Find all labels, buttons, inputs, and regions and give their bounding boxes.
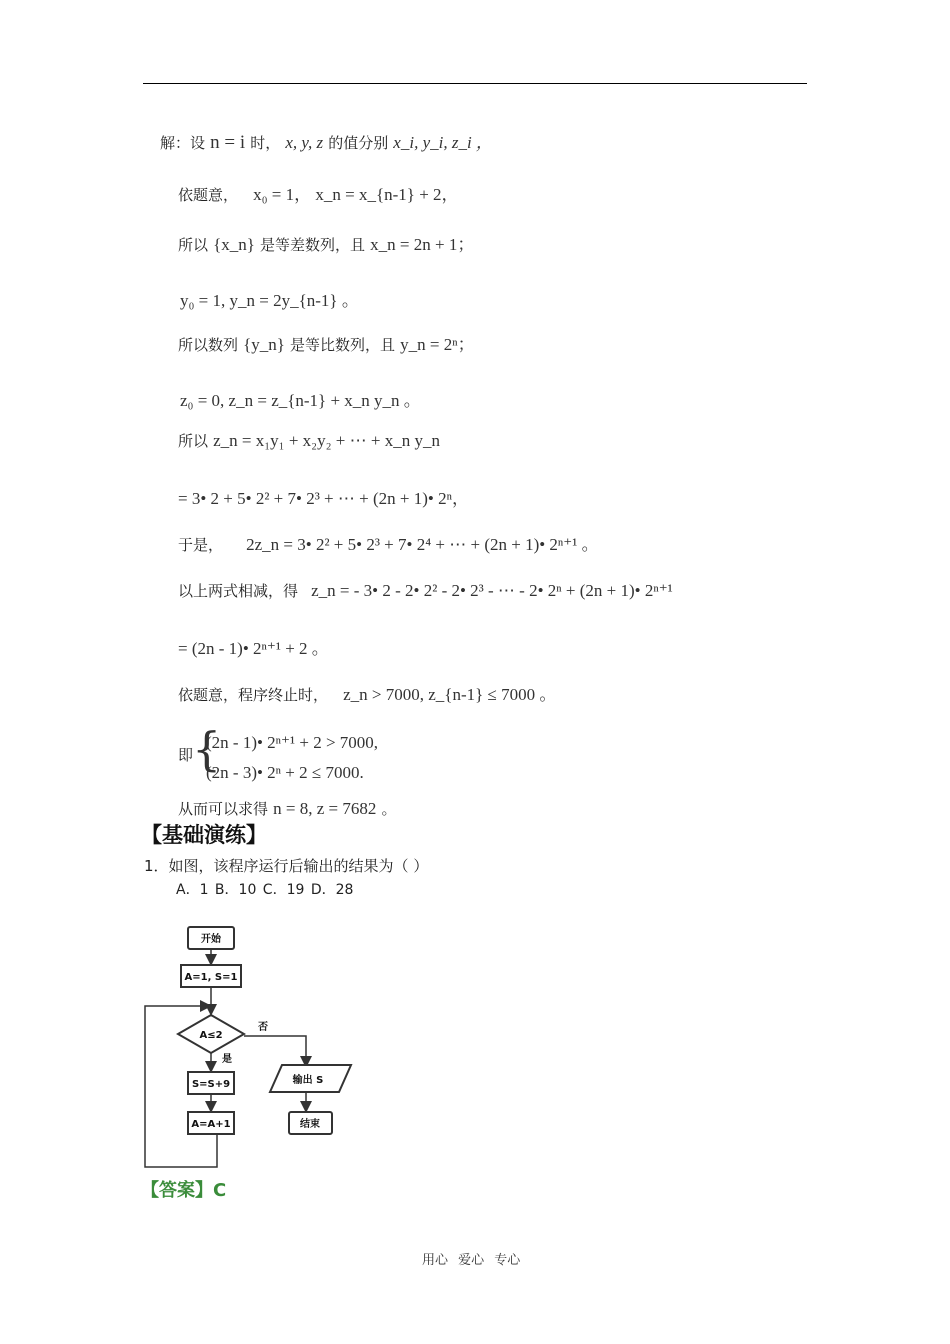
math: x, y, z (285, 133, 324, 152)
footer-text: 用心 爱心 专心 (422, 1253, 521, 1268)
text: 依题意， (178, 186, 239, 204)
flowchart (140, 920, 360, 1172)
math: n = i (210, 132, 246, 153)
section-heading: 【基础演练】 (141, 823, 267, 847)
brace-symbol: { (192, 722, 222, 776)
solution-line-4 (180, 286, 359, 311)
text: 所以 (178, 432, 209, 450)
solution-line-1 (160, 128, 493, 154)
solution-line-6 (180, 386, 421, 411)
text: 。 (381, 800, 397, 818)
no-label: 否 (258, 1022, 268, 1033)
solution-line-2 (178, 180, 459, 205)
solution-line-3 (178, 230, 474, 255)
text: 的值分别 (328, 134, 389, 152)
text: 从而可以求得 (178, 800, 269, 818)
solution-line-7 (178, 430, 440, 451)
solution-line-8 (178, 484, 469, 509)
step2-label: A=A+1 (191, 1119, 231, 1130)
solution-line-5 (178, 330, 475, 355)
output-label: 输出 S (292, 1075, 324, 1086)
math: {x_n} (213, 235, 255, 254)
answer: 【答案】C (141, 1180, 227, 1201)
solution-line-13-label (178, 744, 193, 765)
solution-line-9 (178, 530, 599, 555)
step1-label: S=S+9 (191, 1079, 231, 1090)
math: x_i, y_i, z_i ， (393, 133, 493, 152)
system-line-2 (206, 763, 364, 783)
text: 以上两式相减，得 (178, 582, 299, 600)
math: x₀ = 1， x_n = x_{n-1} + 2， (253, 185, 459, 204)
solution-line-10 (178, 580, 673, 601)
math: y_n = 2ⁿ； (400, 335, 475, 354)
solution-line-11 (178, 634, 329, 659)
solution-line-12 (178, 680, 556, 705)
math: {y_n} (243, 335, 285, 354)
solution-line-14 (178, 798, 396, 819)
math: = (2n - 1)• 2ⁿ⁺¹ + 2 。 (178, 639, 329, 658)
yes-label: 是 (222, 1054, 232, 1065)
header-rule (143, 83, 807, 84)
condition-label: A≤2 (199, 1030, 223, 1041)
text: 所以数列 (178, 336, 239, 354)
question-stem: 1．如图，该程序运行后输出的结果为（ ） (144, 857, 429, 875)
math: x_n = 2n + 1； (370, 235, 475, 254)
init-label: A=1, S=1 (184, 972, 238, 983)
math: z_n > 7000, z_{n-1} ≤ 7000 。 (343, 685, 557, 704)
text: 时， (250, 134, 281, 152)
text: 依题意，程序终止时， (178, 686, 329, 704)
math: (2n - 1)• 2ⁿ⁺¹ + 2 > 7000, (206, 733, 379, 752)
text: 是等比数列，且 (290, 336, 396, 354)
text: 于是， (178, 536, 224, 554)
text: 是等差数列，且 (260, 236, 366, 254)
start-label: 开始 (201, 934, 221, 945)
math: y₀ = 1, y_n = 2y_{n-1} 。 (180, 291, 359, 310)
math: n = 8, z = 7682 (273, 799, 377, 818)
text: 即 (178, 746, 194, 764)
text: 所以 (178, 236, 209, 254)
math: z₀ = 0, z_n = z_{n-1} + x_n y_n 。 (180, 391, 421, 410)
text: 解：设 (160, 134, 206, 152)
question-options: A．1 B．10 C．19 D．28 (176, 882, 354, 898)
math: = 3• 2 + 5• 2² + 7• 2³ + ⋯ + (2n + 1)• 2ⁿ， (178, 489, 469, 508)
system-line-1 (206, 733, 378, 753)
end-label: 结束 (300, 1119, 320, 1130)
math: z_n = - 3• 2 - 2• 2² - 2• 2³ - ⋯ - 2• 2ⁿ + (2n + 1)• 2ⁿ⁺¹ (311, 581, 673, 600)
math: 2z_n = 3• 2² + 5• 2³ + 7• 2⁴ + ⋯ + (2n + 1)• 2ⁿ⁺¹ 。 (246, 535, 599, 554)
math: (2n - 3)• 2ⁿ + 2 ≤ 7000. (206, 763, 364, 782)
math: z_n = x₁y₁ + x₂y₂ + ⋯ + x_n y_n (213, 431, 440, 450)
